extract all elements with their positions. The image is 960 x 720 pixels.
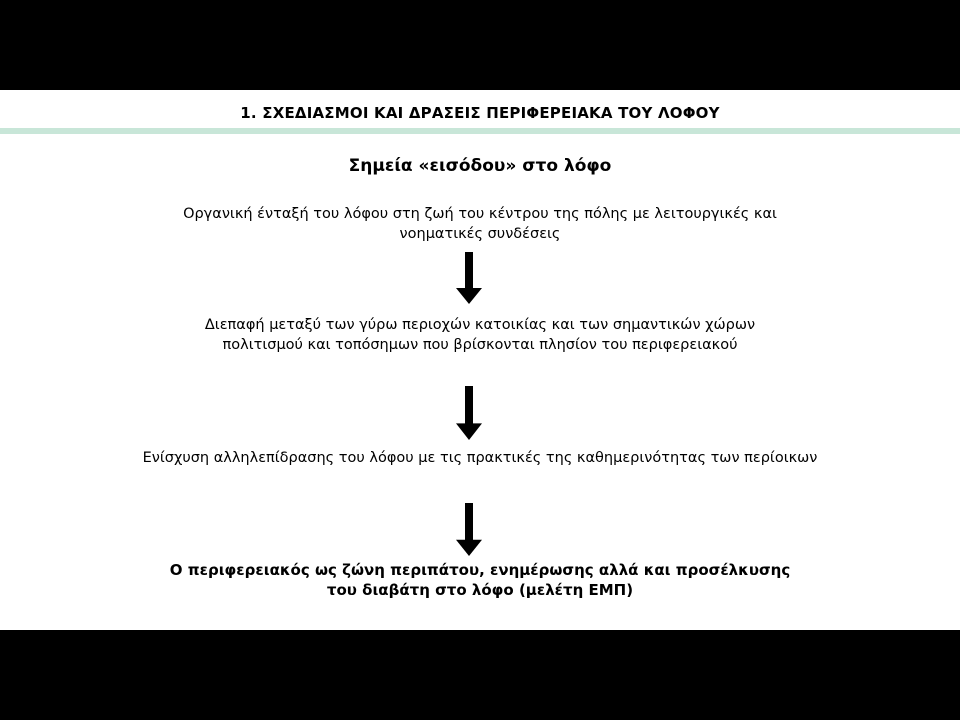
flow-step-2 xyxy=(150,315,810,355)
flow-step-4-line-2: του διαβάτη στο λόφο (μελέτη ΕΜΠ) xyxy=(326,581,634,599)
flow-step-2-line-2: πολιτισμού και τοπόσημων που βρίσκονται πλησίον του περιφερειακού xyxy=(222,337,738,353)
flow-step-1-line-2: νοηματικές συνδέσεις xyxy=(399,226,561,242)
header-title: 1. ΣΧΕΔΙΑΣΜΟΙ ΚΑΙ ΔΡΑΣΕΙΣ ΠΕΡΙΦΕΡΕΙΑΚΑ ΤΟΥ ΛΟΦΟΥ xyxy=(240,104,720,122)
slide xyxy=(0,90,960,630)
flow-step-4 xyxy=(100,560,860,600)
flow-step-1-line-1: Οργανική ένταξή του λόφου στη ζωή του κέντρου της πόλης με λειτουργικές και xyxy=(183,206,777,222)
flow-step-1 xyxy=(120,204,840,244)
arrow-down-icon xyxy=(455,503,483,556)
flow-step-4-line-1: Ο περιφερειακός ως ζώνη περιπάτου, ενημέρωσης αλλά και προσέλκυσης xyxy=(169,561,791,579)
slide-subtitle: Σημεία «εισόδου» στο λόφο xyxy=(348,156,612,176)
arrow-down-icon xyxy=(455,252,483,304)
flow-step-2-line-1: Διεπαφή μεταξύ των γύρω περιοχών κατοικίας και των σημαντικών χώρων xyxy=(204,317,756,333)
flow-step-3-line-1: Ενίσχυση αλληλεπίδρασης του λόφου με τις πρακτικές της καθημερινότητας των περίοικων xyxy=(142,450,818,466)
arrow-down-icon xyxy=(455,386,483,440)
header-rule xyxy=(0,128,960,134)
flow-step-3 xyxy=(60,448,900,468)
